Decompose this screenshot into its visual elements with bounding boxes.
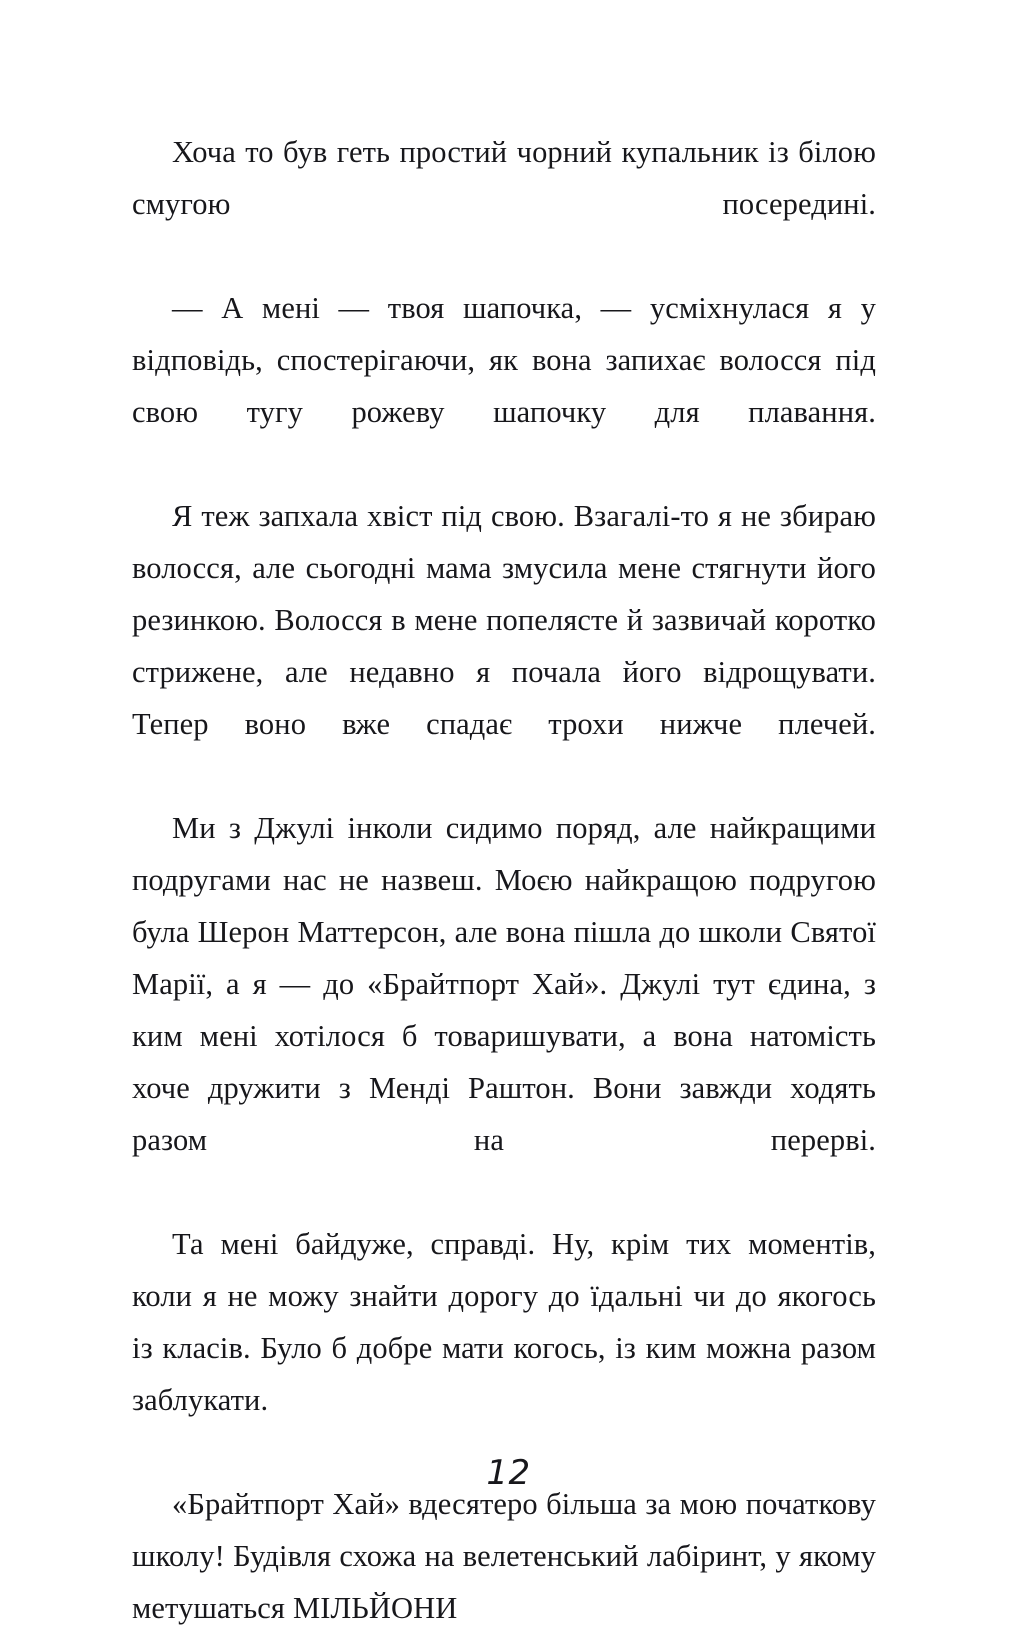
body-text-column: [132, 126, 876, 1634]
page-number: 12: [486, 1453, 531, 1493]
paragraph: — А мені — твоя шапочка, — усміхнулася я у відповідь, спостерігаючи, як вона запихає волосся під свою тугу рожеву шапочку для плавання.: [132, 291, 876, 429]
paragraph: Та мені байдуже, справді. Ну, крім тих моментів, коли я не можу знайти дорогу до їдальні чи до якогось із класів. Було б добре мати когось, із ким можна разом заблукати.: [132, 1227, 876, 1417]
paragraph: Ми з Джулі інколи сидимо поряд, але найкращими подругами нас не назвеш. Моєю найкращою подругою була Шерон Маттерсон, але вона пішла до школи Святої Марії, а я — до «Брайтпорт Хай». Джулі тут єдина, з ким мені хотілося б товаришувати, а вона натомість хоче дружити з Менді Раштон. Вони завжди ходять разом на перерві.: [132, 811, 876, 1157]
paragraph: Хоча то був геть простий чорний купальник із білою смугою посередині.: [132, 135, 876, 221]
paragraph: «Брайтпорт Хай» вдесятеро більша за мою початкову школу! Будівля схожа на велетенський лабіринт, у якому метушаться МІЛЬЙОНИ: [132, 1487, 876, 1625]
paragraph: Я теж запхала хвіст під свою. Взагалі-то я не збираю волосся, але сьогодні мама змусила мене стягнути його резинкою. Волосся в мене попелясте й зазвичай коротко стрижене, але недавно я почала його відрощувати. Тепер воно вже спадає трохи нижче плечей.: [132, 499, 876, 741]
